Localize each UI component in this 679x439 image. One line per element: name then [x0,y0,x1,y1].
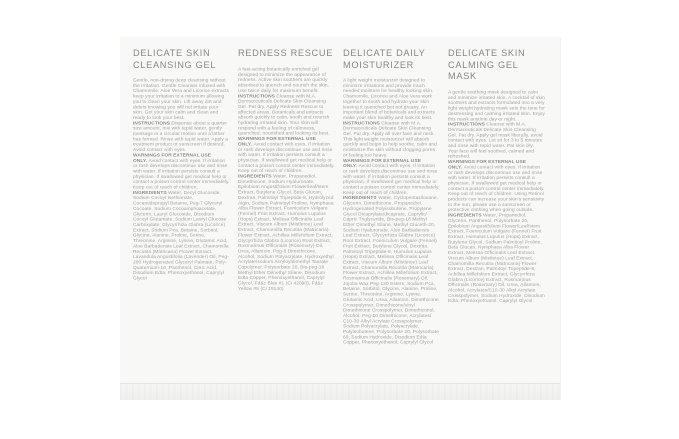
product-warnings [238,136,335,173]
instructions-text: Cleanse with M.A. Dermaceuticals Delicate Skin Cleansing Gel. Pat dry. Apply gel mask liberally, avoid contact with eyes. Let sit for 3 to 5 minutes and rinse with tepid water. Pat skin dry. Your face will feel soothed, calmed and refreshed. [448,121,543,159]
product-title: DELICATE DAILY MOISTURIZER [343,48,426,70]
instructions-label: INSTRUCTIONS [238,92,275,99]
product-title: DELICATE SKIN CALMING GEL MASK [448,48,526,81]
ingredients-label: INGREDIENTS [238,173,272,179]
product-instructions [238,93,335,136]
instructions-label: INSTRUCTIONS [343,120,380,126]
product-ingredients [343,196,440,346]
instructions-text: Cleanse with M.A. Dermaceuticals Delicate Skin Cleansing Gel. Pat dry. Apply all over face and neck. This light weight moisturizer will absorb quickly and begin to help soothe, calm and moisturize the skin without clogging pores or feeling too heavy. [343,120,437,158]
product-instructions [133,121,230,153]
product-body [448,90,545,304]
warnings-text: Avoid contact with eyes. If irritation or rash develops discontinue use and rinse with water. If irritation persists consult a physician. If swallowed get medical help or contact a poison control center immediately. Keep out of reach of children. [343,163,440,196]
ingredients-text: Water, Cyclopentasiloxane, Glycerin, Dimethicone, Propanediol, Hydrogenated Polyisobutene, Propylene Glycol Dicaprylate/dicaprate, Caprylic/ Capric Triglyceride, Bis-peg-18 Methyl Ether Dimethyl Silane, Methyl Gluceth-20, Sodium Hyaluronate, Aloe Barbadensis Leaf Extract, Glycyrrhiza Glabra (Licorice) Root Extract, Foeniculum Vulgare (Fennel) Fruit Extract, Butylene Glycol, Dextran, Palmitoyl Tripeptide-8, Humulus Lupulus (Hops) Extract, Melissa Officinalis Leaf Extract, Viscum Album (Mistletoe) Leaf Extract, Chamomilla Recutita (Matricaria) Flower Extract, Achillea Millefolium Extract, Rosmarinus Officinalis (Rosemary) Oil, Jojoba Wax Peg-120 Esters, Sodium Pca, Betaine, Sorbitol, Glycine, Alanine, Proline, Serine, Threonine, Arginine, Lysine, Glutamic Acid, Urea, Allantoin, Dimethicone Crosspolymer, Dimethicone/vinyl Dimethicone Crosspolymer, Dimethiconol, Alcohol, Peg-10 Dimethicone, Acrylates/ C10-30 Alkyl Acrylate Crosspolymer, Sodium Polyacrylate, Polyacrylate, Polyisobutene, Polysorbate 20, Polysorbate 60, Sodium Hydroxide, Disodium Edta Copper, Phenoxyethanol, Caprylyl Glycol [343,195,439,346]
product-description: Gentle, non-drying deep cleansing without the irritation. Gentle Cleanser infused with Chamomile, Aloe Vera and Licorice extracts keep your irritation to a minimum allowing you to clean your skin. Lift away dirt and debris knowing you will not irritate your skin. Get your skin calm and clean and ready to look your best. [133,77,229,121]
ingredients-label: INGREDIENTS [343,195,377,201]
product-instructions [448,122,545,159]
instructions-text: Cleanse with M.A. Dermaceuticals Delicate Skin Cleansing Gel. Pat dry. Apply Redness Rescue to affected areas. Botanicals and extracts absorb quickly to calm, sooth and nourish hydrating irritated skin. Your skin will respond with a feeling of calmness, quenched, nourished and looking its best. [238,92,330,136]
ingredients-text: Water, Decyl Glucoside, Sodium Cocoyl Isethionate, Cocamidopropyl Betaine, Peg-7 Glyceryl Cocoate, Sodium Cocoamphoacetate, Glycerin, Lauryl Glucoside, Disodium Cocoyl Glutamate, Sodium Lauryl Glucose Carboxylate, Glycyrrhiza Glabra (Licorice) Extract, Sodium Pca, Betaine, Sorbitol, Glycine, Alanine, Proline, Serine, Threonine, Arginine, Lysine, Glutamic Acid, Aloe Barbadensis Leaf Extract, Chamomilla Recutita (Matricaria) Flower Extract, Lavandula Angustifolia (Lavender) Oil, Peg-200 Hydrogenated Glyceryl Palmate, Poly- Quaternium-10, Panthenol, Citric Acid, Disodium Edta, Phenoxyethanol, Caprylyl Glycol [133,189,229,282]
product-title: DELICATE SKIN CLEANSING GEL [133,48,217,70]
warnings-label: WARNINGS FOR EXTERNAL USE ONLY. [238,135,317,147]
product-body [238,67,335,292]
instructions-label: INSTRUCTIONS [448,121,485,127]
product-body [343,78,440,346]
warnings-text: Avoid contact with eyes. If irritation or rash develops discontinue use and rinse with water. If irritation persists consult a physician. If swallowed get medical help or contact a poison control center immediately. Keep out of reach of children. [133,157,230,191]
product-body [133,78,230,281]
product-warnings [133,153,230,190]
product-column-daily-moisturizer [343,48,440,400]
instructions-label: INSTRUCTIONS [133,120,170,126]
ingredients-text: Water, Propanediol, Glycerin, Panthenol, Polysorbate 20, Epilobium Angustifolium Flower/Leaf/stem Extract, Foeniculum Vulgare (Fennel) Fruit Extract, Humulus Lupulus (Hops) Extract, Butylene Glycol, Sodium Palmitoyl Proline, Beta Glucan, Nymphaea Alba Flower Extract, Melissa Officinalis Leaf Extract, Viscum Album (Mistletoe) Leaf Extract, Chamomilla Recutita (Matricaria) Flower Extract, Dextran, Palmitoyl Tripeptide-8, Achillea Millefolium Extract, Glycyrrhiza Glabra (Licorice) Extract, Rosmarinus Officinalis (Rosemary) Oil, Urea, Allantoin, Alcohol, Acrylates/C10-30 Alkyl Acrylate Crosspolymer, Sodium Hydroxide, Disodium Edta, Phenoxyethanol, Caprylyl Glycol [448,212,545,304]
product-ingredients [448,213,545,304]
product-ingredients [133,190,230,281]
product-warnings [343,158,440,195]
ingredients-label: INGREDIENTS [448,212,482,218]
product-column-redness-rescue [238,48,335,400]
warnings-label: WARNINGS FOR EXTERNAL USE ONLY. [133,152,212,164]
product-ingredients [238,174,335,292]
label-fold-band [120,383,560,400]
warnings-label: WARNINGS FOR EXTERNAL USE ONLY. [448,158,527,170]
product-title: REDNESS RESCUE [238,48,334,58]
ingredients-label: INGREDIENTS [133,189,167,196]
warnings-text: Avoid contact with eyes. If irritation or rash develops discontinue use and rinse with water. If irritation persists consult a physician. If swallowed get medical help or contact a poison control center immediately. Keep out of reach of children. Using Retinol products can increase your skin's sensitivity to the sun, please use a sunscreen or protective clothing when going outside. [448,163,545,213]
ingredients-text: Water, Propanediol, Dimethicone, Sodium Hyaluronate, Epilobium Angustifolium Flower/leaf/stem Extract, Butylene Glycol, Beta Glucan, Dextran, Palmitoyl Tripeptide-8, Hydrolyzed Algin, Sodium Palmitoyl Proline, Nymphaea Alba Flower Extract, Foeniculum Vulgare (Fennel) Fruit Extract, Humulus Lupulus (Hops) Extract, Melissa Officinalis Leaf Extract, Viscum Album (Mistletoe) Leaf Extract, Chamomilla Recutita (Matricaria) Flower Extract, Achillea Millefolium Extract, Glycyrrhiza Glabra (Licorice) Root Extract, Rosmarinus Officinalis (Rosemary) Oil, Urea, Allantoin, Peg-8 Dimethicone, Alcohol, Sodium Polyacrylate, Hydroxyethyl Acrylate/sodium Acryloyldimethyl Taurate Copolymer, Polysorbate 20, Bis-peg-18 Methyl Ether Dimethyl Silane, Disodium Edta Copper, Phenoxyethanol, Caprylyl Glycol, Fd&c Blue #1 (Ci 42090), Fd&c Yellow #5 (Ci 19140) [238,173,334,291]
product-label-panel [120,37,561,400]
product-column-cleansing-gel [133,48,230,400]
warnings-label: WARNINGS FOR EXTERNAL USE ONLY. [343,157,422,169]
product-warnings [448,159,545,213]
product-description: A light weight moisturizer designed to minimize irritations and provide much needed moisture for healthy looking skin. Chamomile, Licorice and Aloe Vera work together to sooth and hydrate your skin leaving it quenched but not greasy. An important blend of botanicals and extracts make your skin healthy and look its best. [343,77,435,121]
product-instructions [343,121,440,158]
instructions-text: Dispense about a quarter size amount, mix with tepid water, gently message in a circular motion until a lather has formed. Rinse with tepid water. Apply a treatment product or sunscreen if desired. Avoid contact with eyes. [133,120,228,153]
product-description: A gentle soothing mask designed to calm and minimize irritated skin. A cocktail of skin soothers and extracts formulated into a very light weight hydrating mask sets the tone for destressing and calming irritated skin. Enjoy this mask anytime day or night. [448,89,545,122]
product-description: A fast-acting botanically enriched gel designed to minimize the appearance of redness. Active skin soothers are quickly absorbed to quench and nourish the skin. Use twice daily for maximum benefit. [238,66,330,93]
warnings-text: Avoid contact with eyes. If irritation or rash develops discontinue use and rinse with water. If irritation persists consult a physician. If swallowed get medical help or contact a poison control center immediately. Keep out of reach of children. [238,140,335,174]
product-column-calming-gel-mask [448,48,545,400]
